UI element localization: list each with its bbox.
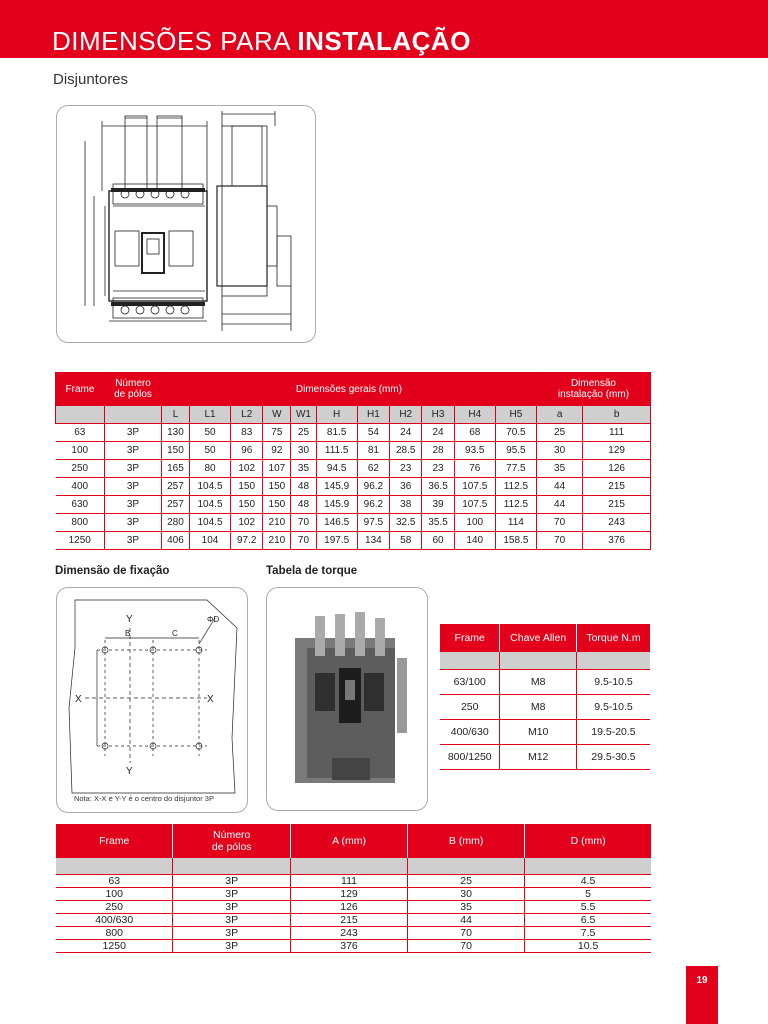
header-poles: [105, 373, 162, 406]
axis-x-right-label: X: [207, 694, 214, 705]
table-cell: 104.5: [189, 496, 230, 514]
table-cell: 63: [56, 424, 105, 442]
table-cell: 48: [291, 496, 316, 514]
table-cell: 35: [291, 460, 316, 478]
table-cell: 107.5: [454, 496, 495, 514]
subheader-cell: H3: [422, 406, 454, 424]
section-subtitle: Disjuntores: [53, 71, 129, 88]
table-cell: 39: [422, 496, 454, 514]
table-cell: 30: [408, 888, 525, 901]
table-cell: 5.5: [525, 901, 651, 914]
table-cell: 97.5: [357, 514, 389, 532]
table-cell: 35.5: [422, 514, 454, 532]
table-cell: 54: [357, 424, 389, 442]
fixation-title: Dimensão de fixação: [55, 565, 170, 577]
table-cell: 28.5: [390, 442, 422, 460]
table-cell: 104.5: [189, 478, 230, 496]
header-dims: Dimensões gerais (mm): [162, 373, 537, 406]
table-cell: 111.5: [316, 442, 357, 460]
fix-gray-band: [56, 858, 651, 875]
header-frame: Frame: [56, 373, 105, 406]
header-poles-line1: Número: [115, 378, 151, 389]
table-cell: 376: [583, 532, 651, 550]
table-cell: 3P: [105, 460, 162, 478]
torque-header-row: [440, 624, 650, 652]
dimensions-row: [56, 478, 651, 496]
table-cell: 36.5: [422, 478, 454, 496]
table-cell: 50: [189, 442, 230, 460]
table-cell: 800: [56, 927, 173, 940]
fix-header-frame: Frame: [56, 824, 173, 858]
table-cell: 102: [231, 460, 263, 478]
table-cell: 3P: [105, 478, 162, 496]
table-cell: 96.2: [357, 478, 389, 496]
subheader-cell: H5: [495, 406, 536, 424]
table-cell: 130: [162, 424, 190, 442]
header-install-line2: instalação (mm): [557, 389, 630, 400]
subheader-cell: a: [536, 406, 582, 424]
dimensions-row: [56, 424, 651, 442]
table-cell: 150: [263, 478, 291, 496]
subheader-cell: L1: [189, 406, 230, 424]
fixation-row: [56, 901, 651, 914]
torque-header-frame: Frame: [440, 624, 500, 652]
table-cell: 6.5: [525, 914, 651, 927]
table-cell: 150: [231, 478, 263, 496]
torque-table: [440, 624, 650, 770]
table-cell: 800/1250: [440, 745, 500, 770]
table-cell: 3P: [105, 532, 162, 550]
table-cell: 4.5: [525, 875, 651, 888]
table-cell: 3P: [173, 940, 291, 953]
table-cell: 30: [536, 442, 582, 460]
table-cell: 107.5: [454, 478, 495, 496]
table-cell: 9.5-10.5: [576, 670, 650, 695]
table-cell: 35: [408, 901, 525, 914]
torque-title: Tabela de torque: [266, 565, 358, 577]
table-cell: 58: [390, 532, 422, 550]
torque-gray-cell: [500, 652, 576, 670]
table-cell: 70: [536, 514, 582, 532]
table-cell: 145.9: [316, 478, 357, 496]
subheader-cell: H1: [357, 406, 389, 424]
fixation-row: [56, 888, 651, 901]
table-cell: 104.5: [189, 514, 230, 532]
subheader-cell: H: [316, 406, 357, 424]
table-cell: 3P: [105, 496, 162, 514]
table-cell: 100: [56, 442, 105, 460]
table-cell: 243: [583, 514, 651, 532]
table-cell: 94.5: [316, 460, 357, 478]
table-cell: M8: [500, 695, 576, 720]
table-cell: 400/630: [56, 914, 173, 927]
table-cell: 25: [291, 424, 316, 442]
table-cell: 92: [263, 442, 291, 460]
table-cell: 129: [583, 442, 651, 460]
table-cell: 75: [263, 424, 291, 442]
table-cell: 24: [390, 424, 422, 442]
table-cell: M10: [500, 720, 576, 745]
dimensions-row: [56, 514, 651, 532]
fixation-table: [56, 824, 651, 953]
table-cell: 3P: [105, 424, 162, 442]
table-cell: 243: [290, 927, 407, 940]
subheader-cell: L2: [231, 406, 263, 424]
table-cell: 210: [263, 514, 291, 532]
table-cell: 102: [231, 514, 263, 532]
table-cell: 114: [495, 514, 536, 532]
table-cell: 3P: [173, 927, 291, 940]
fix-header-d: D (mm): [525, 824, 651, 858]
table-cell: 210: [263, 532, 291, 550]
table-cell: 3P: [173, 914, 291, 927]
table-cell: 36: [390, 478, 422, 496]
page-header: [0, 0, 768, 58]
subheader-cell: H2: [390, 406, 422, 424]
table-cell: 81: [357, 442, 389, 460]
table-cell: 126: [583, 460, 651, 478]
table-cell: 400/630: [440, 720, 500, 745]
fixation-row: [56, 940, 651, 953]
page-title-light: DIMENSÕES PARA: [52, 26, 298, 56]
fix-gray-cell: [56, 858, 173, 875]
subheader-cell: H4: [454, 406, 495, 424]
table-cell: 68: [454, 424, 495, 442]
table-cell: 70: [291, 532, 316, 550]
breaker-drawing-panel: [56, 105, 316, 343]
table-cell: 3P: [173, 875, 291, 888]
table-cell: 215: [583, 496, 651, 514]
torque-gray-band: [440, 652, 650, 670]
table-cell: 630: [56, 496, 105, 514]
dimensions-subheader-row: [56, 406, 651, 424]
table-cell: 30: [291, 442, 316, 460]
table-cell: 93.5: [454, 442, 495, 460]
fix-gray-cell: [408, 858, 525, 875]
table-cell: 250: [440, 695, 500, 720]
breaker-photo-illustration: [267, 588, 427, 810]
subheader-cell: W: [263, 406, 291, 424]
dimensions-table-body: [56, 424, 651, 550]
table-cell: 70: [408, 940, 525, 953]
fixation-row: [56, 914, 651, 927]
table-cell: 112.5: [495, 478, 536, 496]
fix-gray-cell: [290, 858, 407, 875]
table-cell: 44: [536, 496, 582, 514]
table-cell: 140: [454, 532, 495, 550]
table-cell: 111: [583, 424, 651, 442]
table-cell: 9.5-10.5: [576, 695, 650, 720]
table-cell: 104: [189, 532, 230, 550]
table-cell: 150: [263, 496, 291, 514]
dimension-b-label: B: [125, 629, 131, 638]
dimensions-table: [55, 372, 651, 550]
page-title-bold: INSTALAÇÃO: [297, 26, 471, 56]
table-cell: 96.2: [357, 496, 389, 514]
axis-x-left-label: X: [75, 694, 82, 705]
torque-gray-cell: [576, 652, 650, 670]
table-cell: 29.5-30.5: [576, 745, 650, 770]
fixation-diagram-panel: [56, 587, 248, 813]
table-cell: 5: [525, 888, 651, 901]
torque-table-body: [440, 670, 650, 770]
table-cell: 10.5: [525, 940, 651, 953]
table-cell: 35: [536, 460, 582, 478]
header-install: [536, 373, 650, 406]
fixation-diagram: [57, 588, 247, 812]
table-cell: 83: [231, 424, 263, 442]
table-cell: 1250: [56, 940, 173, 953]
table-cell: 215: [583, 478, 651, 496]
table-cell: 134: [357, 532, 389, 550]
fix-header-b: B (mm): [408, 824, 525, 858]
table-cell: 70: [536, 532, 582, 550]
dimensions-row: [56, 532, 651, 550]
dimension-d-label: ΦD: [207, 615, 220, 624]
table-cell: M8: [500, 670, 576, 695]
table-cell: 250: [56, 901, 173, 914]
table-cell: 107: [263, 460, 291, 478]
table-cell: 23: [422, 460, 454, 478]
table-cell: 7.5: [525, 927, 651, 940]
torque-header-torque: Torque N.m: [576, 624, 650, 652]
subheader-cell: W1: [291, 406, 316, 424]
table-cell: 25: [408, 875, 525, 888]
table-cell: 25: [536, 424, 582, 442]
table-cell: 97.2: [231, 532, 263, 550]
table-cell: M12: [500, 745, 576, 770]
table-cell: 376: [290, 940, 407, 953]
table-cell: 28: [422, 442, 454, 460]
table-cell: 44: [408, 914, 525, 927]
table-cell: 158.5: [495, 532, 536, 550]
table-cell: 76: [454, 460, 495, 478]
fix-header-poles-line1: Número: [213, 829, 251, 841]
table-cell: 150: [231, 496, 263, 514]
table-cell: 3P: [173, 901, 291, 914]
table-cell: 38: [390, 496, 422, 514]
table-cell: 60: [422, 532, 454, 550]
torque-row: [440, 670, 650, 695]
table-cell: 197.5: [316, 532, 357, 550]
table-cell: 48: [291, 478, 316, 496]
fixation-table-body: [56, 875, 651, 953]
table-cell: 81.5: [316, 424, 357, 442]
table-cell: 80: [189, 460, 230, 478]
breaker-technical-drawing: [57, 106, 315, 342]
fixation-row: [56, 875, 651, 888]
fix-header-poles: [173, 824, 291, 858]
table-cell: 19.5-20.5: [576, 720, 650, 745]
table-cell: 146.5: [316, 514, 357, 532]
table-cell: 50: [189, 424, 230, 442]
table-cell: 150: [162, 442, 190, 460]
torque-header-key: Chave Allen: [500, 624, 576, 652]
table-cell: 62: [357, 460, 389, 478]
header-install-line1: Dimensão: [570, 378, 616, 389]
fixation-note: Nota: X-X e Y-Y é o centro do disjuntor 3P: [74, 794, 214, 803]
table-cell: 96: [231, 442, 263, 460]
table-cell: 257: [162, 496, 190, 514]
table-cell: 23: [390, 460, 422, 478]
fix-gray-cell: [525, 858, 651, 875]
table-cell: 406: [162, 532, 190, 550]
table-cell: 280: [162, 514, 190, 532]
table-cell: 3P: [173, 888, 291, 901]
table-cell: 44: [536, 478, 582, 496]
torque-gray-cell: [440, 652, 500, 670]
subheader-blank: [105, 406, 162, 424]
table-cell: 145.9: [316, 496, 357, 514]
table-cell: 70.5: [495, 424, 536, 442]
table-cell: 112.5: [495, 496, 536, 514]
table-cell: 1250: [56, 532, 105, 550]
table-cell: 32.5: [390, 514, 422, 532]
table-cell: 77.5: [495, 460, 536, 478]
dimension-c-label: C: [172, 629, 178, 638]
table-cell: 3P: [105, 514, 162, 532]
fix-gray-cell: [173, 858, 291, 875]
table-cell: 24: [422, 424, 454, 442]
table-cell: 70: [291, 514, 316, 532]
subheader-blank: [56, 406, 105, 424]
table-cell: 215: [290, 914, 407, 927]
axis-y-bottom-label: Y: [126, 766, 133, 777]
table-cell: 100: [56, 888, 173, 901]
table-cell: 250: [56, 460, 105, 478]
torque-row: [440, 745, 650, 770]
fix-header-a: A (mm): [290, 824, 407, 858]
table-cell: 63: [56, 875, 173, 888]
table-cell: 126: [290, 901, 407, 914]
table-cell: 95.5: [495, 442, 536, 460]
table-cell: 257: [162, 478, 190, 496]
header-poles-line2: de pólos: [114, 389, 152, 400]
dimensions-header-row: [56, 373, 651, 406]
torque-row: [440, 720, 650, 745]
table-cell: 165: [162, 460, 190, 478]
page-title: [52, 26, 471, 56]
torque-row: [440, 695, 650, 720]
table-cell: 111: [290, 875, 407, 888]
dimensions-row: [56, 442, 651, 460]
table-cell: 129: [290, 888, 407, 901]
subheader-cell: b: [583, 406, 651, 424]
fix-header-poles-line2: de pólos: [211, 841, 252, 853]
table-cell: 100: [454, 514, 495, 532]
dimensions-row: [56, 496, 651, 514]
dimensions-row: [56, 460, 651, 478]
subheader-cell: L: [162, 406, 190, 424]
table-cell: 3P: [105, 442, 162, 460]
table-cell: 63/100: [440, 670, 500, 695]
fixation-header-row: [56, 824, 651, 858]
table-cell: 400: [56, 478, 105, 496]
axis-y-top-label: Y: [126, 614, 133, 625]
breaker-photo-panel: [266, 587, 428, 811]
table-cell: 800: [56, 514, 105, 532]
table-cell: 70: [408, 927, 525, 940]
page-number: 19: [686, 966, 718, 1024]
fixation-row: [56, 927, 651, 940]
